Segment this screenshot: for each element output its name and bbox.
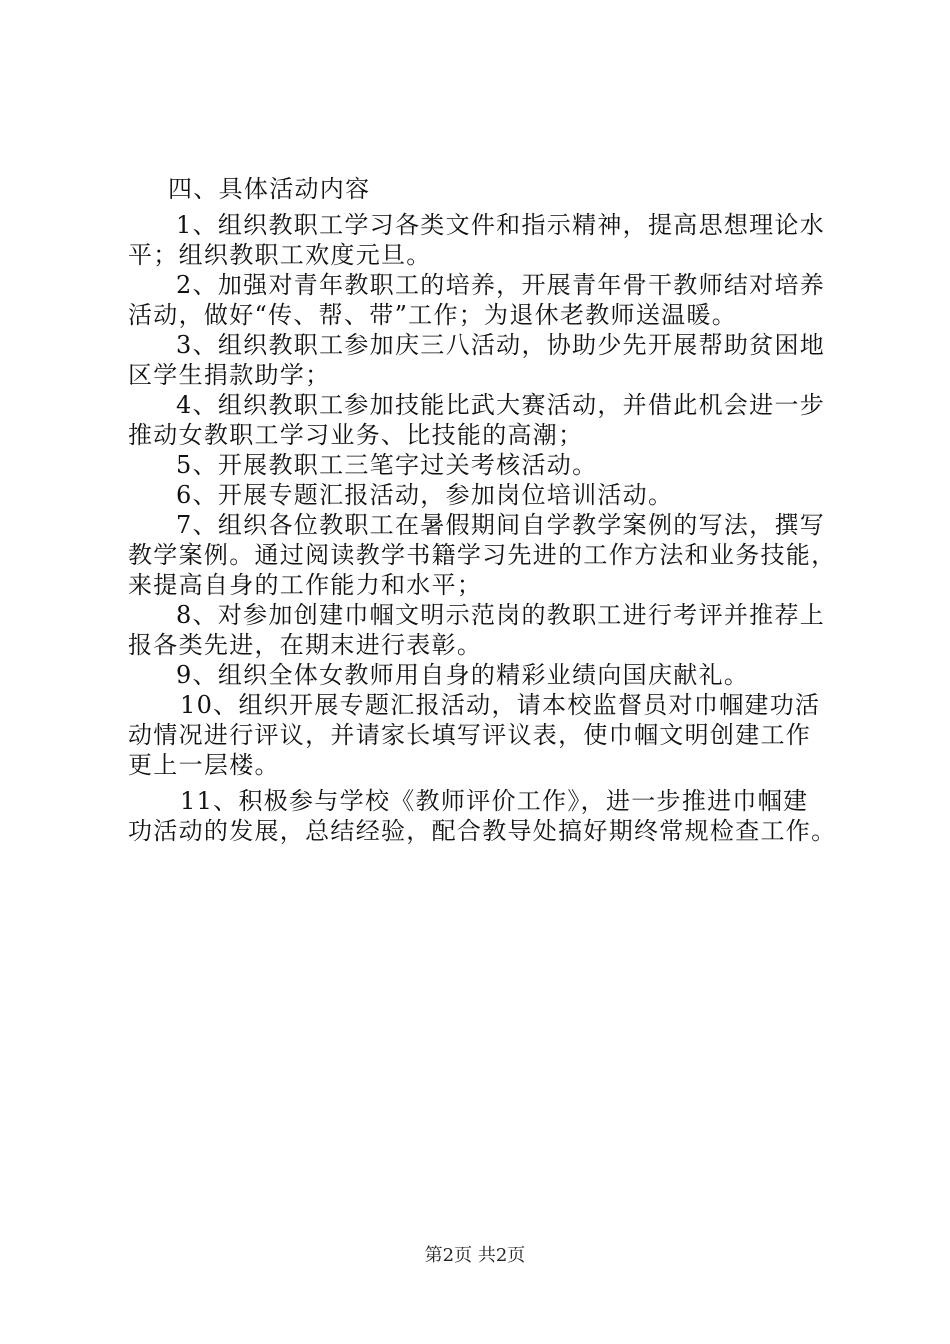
paragraph-1-line-2: 平；组织教职工欢度元旦。 — [128, 241, 432, 269]
paragraph-3-line-1: 3、组织教职工参加庆三八活动，协助少先开展帮助贫困地 — [176, 331, 826, 359]
section-heading: 四、具体活动内容 — [168, 175, 371, 203]
paragraph-10-line-2: 动情况进行评议，并请家长填写评议表，使巾帼文明创建工作 — [128, 721, 812, 749]
paragraph-2-line-1: 2、加强对青年教职工的培养，开展青年骨干教师结对培养 — [176, 271, 826, 299]
paragraph-10-line-3: 更上一层楼。 — [128, 751, 280, 779]
paragraph-11-line-2: 功活动的发展，总结经验，配合教导处搞好期终常规检查工作。 — [128, 817, 837, 845]
paragraph-6-line-1: 6、开展专题汇报活动，参加岗位培训活动。 — [176, 481, 674, 509]
paragraph-4-line-2: 推动女教职工学习业务、比技能的高潮； — [128, 421, 584, 449]
paragraph-1-line-1: 1、组织教职工学习各类文件和指示精神，提高思想理论水 — [176, 211, 826, 239]
paragraph-8-line-1: 8、对参加创建巾帼文明示范岗的教职工进行考评并推荐上 — [176, 601, 826, 629]
page-number-footer: 第2页 共2页 — [424, 1245, 526, 1266]
paragraph-7-line-2: 教学案例。通过阅读教学书籍学习先进的工作方法和业务技能， — [128, 541, 837, 569]
paragraph-8-line-2: 报各类先进，在期末进行表彰。 — [128, 631, 483, 659]
paragraph-10-line-1: 10、组织开展专题汇报活动，请本校监督员对巾帼建功活 — [180, 691, 821, 719]
paragraph-4-line-1: 4、组织教职工参加技能比武大赛活动，并借此机会进一步 — [176, 391, 826, 419]
paragraph-9-line-1: 9、组织全体女教师用自身的精彩业绩向国庆献礼。 — [176, 661, 750, 689]
paragraph-7-line-1: 7、组织各位教职工在暑假期间自学教学案例的写法，撰写 — [176, 511, 826, 539]
paragraph-3-line-2: 区学生捐款助学； — [128, 361, 331, 389]
paragraph-2-line-2: 活动，做好“传、帮、带”工作；为退休老教师送温暖。 — [128, 301, 738, 329]
paragraph-5-line-1: 5、开展教职工三笔字过关考核活动。 — [176, 451, 598, 479]
paragraph-7-line-3: 来提高自身的工作能力和水平； — [128, 571, 483, 599]
paragraph-11-line-1: 11、积极参与学校《教师评价工作》，进一步推进巾帼建 — [180, 787, 809, 815]
